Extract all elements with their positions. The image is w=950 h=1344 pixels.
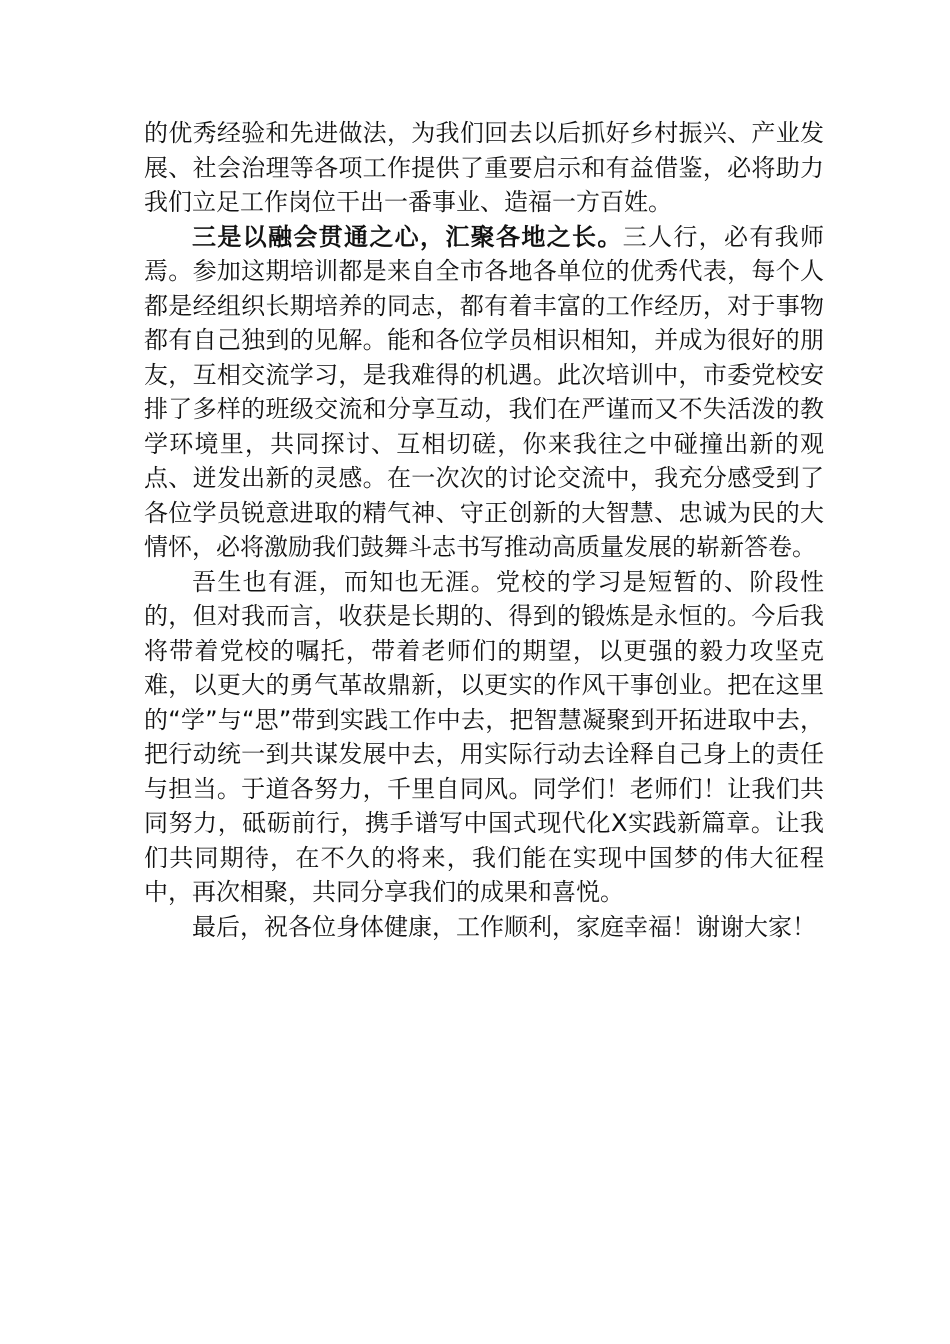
paragraph-conclusion	[144, 565, 824, 910]
paragraph-text: 三人行，必有我师焉。参加这期培训都是来自全市各地各单位的优秀代表，每个人都是经组织长期培养的同志，都有着丰富的工作经历，对于事物都有自己独到的见解。能和各位学员相识相知，并成为很好的朋友，互相交流学习，是我难得的机遇。此次培训中，市委党校安排了多样的班级交流和分享互动，我们在严谨而又不失活泼的教学环境里，共同探讨、互相切磋，你来我往之中碰撞出新的观点、迸发出新的灵感。在一次次的讨论交流中，我充分感受到了各位学员锐意进取的精气神、守正创新的大智慧、忠诚为民的大情怀，必将激励我们鼓舞斗志书写推动高质量发展的崭新答卷。	[144, 222, 825, 561]
paragraph-text: 的优秀经验和先进做法，为我们回去以后抓好乡村振兴、产业发展、社会治理等各项工作提供了重要启示和有益借鉴，必将助力我们立足工作岗位干出一番事业、造福一方百姓。	[144, 119, 824, 216]
paragraph-text: 最后，祝各位身体健康，工作顺利，家庭幸福！谢谢大家！	[192, 912, 816, 941]
paragraph-text: 吾生也有涯，而知也无涯。党校的学习是短暂的、阶段性的，但对我而言，收获是长期的、得到的锻炼是永恒的。今后我将带着党校的嘱托，带着老师们的期望，以更强的毅力攻坚克难，以更大的勇气革故鼎新，以更实的作风干事创业。把在这里的“学”与“思”带到实践工作中去，把智慧凝聚到开拓进取中去，把行动统一到共谋发展中去，用实际行动去诠释自己身上的责任与担当。于道各努力，千里自同风。同学们！老师们！让我们共同努力，砥砺前行，携手谱写中国式现代化X实践新篇章。让我们共同期待，在不久的将来，我们能在实现中国梦的伟大征程中，再次相聚，共同分享我们的成果和喜悦。	[144, 567, 824, 906]
paragraph-continuation	[144, 116, 824, 220]
paragraph-lead-heading: 三是以融会贯通之心，汇聚各地之长。	[192, 222, 623, 251]
paragraph-closing-wishes	[144, 910, 824, 945]
document-body	[144, 116, 824, 944]
paragraph-point-three	[144, 220, 824, 565]
